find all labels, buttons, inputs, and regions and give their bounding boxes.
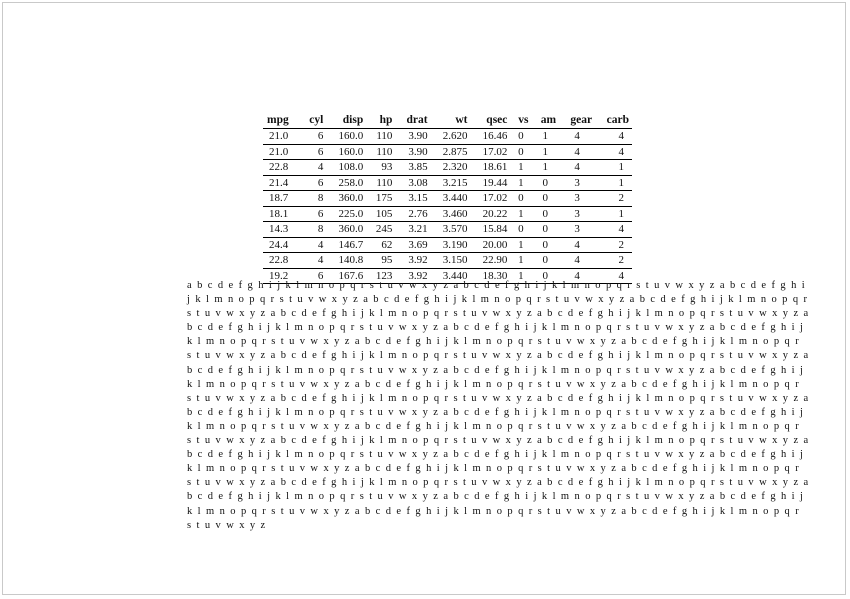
table-cell-drat: 2.76 <box>395 206 430 222</box>
column-header-wt: wt <box>431 113 471 129</box>
column-header-hp: hp <box>366 113 395 129</box>
table-cell-vs: 0 <box>510 144 531 160</box>
table-cell-carb: 4 <box>595 222 632 238</box>
table-cell-disp: 258.0 <box>326 175 366 191</box>
column-header-carb: carb <box>595 113 632 129</box>
table-cell-qsec: 15.84 <box>470 222 510 238</box>
table-cell-drat: 3.92 <box>395 268 430 284</box>
table-cell-carb: 1 <box>595 206 632 222</box>
table-cell-hp: 245 <box>366 222 395 238</box>
document-page <box>2 2 846 595</box>
table-cell-mpg: 21.0 <box>263 144 300 160</box>
column-header-disp: disp <box>326 113 366 129</box>
table-cell-cyl: 8 <box>300 222 326 238</box>
table-cell-am: 1 <box>531 160 559 176</box>
table-row <box>263 191 632 207</box>
table-cell-mpg: 18.1 <box>263 206 300 222</box>
table-cell-mpg: 14.3 <box>263 222 300 238</box>
table-cell-cyl: 4 <box>300 160 326 176</box>
table-row <box>263 129 632 145</box>
table-cell-gear: 4 <box>559 160 595 176</box>
table-cell-hp: 110 <box>366 144 395 160</box>
paragraph-line: b c d e f g h i j k l m n o p q r s t u v w x y z a b c d e f g h i j k l m n o p q r s t u v w x y z a b c d e f g h i j <box>187 322 805 334</box>
table-cell-mpg: 21.4 <box>263 175 300 191</box>
table-cell-am: 0 <box>531 268 559 284</box>
table-cell-wt: 3.440 <box>431 191 471 207</box>
table-row <box>263 222 632 238</box>
table-cell-carb: 4 <box>595 268 632 284</box>
table-cell-am: 0 <box>531 253 559 269</box>
table-cell-vs: 0 <box>510 222 531 238</box>
table-cell-hp: 93 <box>366 160 395 176</box>
table-row <box>263 206 632 222</box>
table-cell-carb: 4 <box>595 129 632 145</box>
table-cell-gear: 4 <box>559 237 595 253</box>
body-paragraph <box>187 279 811 533</box>
column-header-drat: drat <box>395 113 430 129</box>
paragraph-line: b c d e f g h i j k l m n o p q r s t u v w x y z a b c d e f g h i j k l m n o p q r s t u v w x y z a b c d e f g h i j <box>187 449 805 461</box>
table-cell-wt: 3.440 <box>431 268 471 284</box>
table-cell-hp: 95 <box>366 253 395 269</box>
table-cell-am: 1 <box>531 144 559 160</box>
table-cell-vs: 1 <box>510 237 531 253</box>
table-cell-hp: 175 <box>366 191 395 207</box>
table-cell-am: 0 <box>531 237 559 253</box>
table-cell-mpg: 21.0 <box>263 129 300 145</box>
table-cell-gear: 4 <box>559 129 595 145</box>
column-header-am: am <box>531 113 559 129</box>
table-cell-gear: 4 <box>559 144 595 160</box>
table-cell-wt: 3.150 <box>431 253 471 269</box>
table-cell-vs: 1 <box>510 253 531 269</box>
table-cell-wt: 2.620 <box>431 129 471 145</box>
table-cell-carb: 1 <box>595 160 632 176</box>
table-cell-hp: 123 <box>366 268 395 284</box>
table-cell-am: 1 <box>531 129 559 145</box>
table-cell-cyl: 6 <box>300 206 326 222</box>
table-cell-carb: 2 <box>595 253 632 269</box>
table-cell-qsec: 17.02 <box>470 144 510 160</box>
table-cell-wt: 3.190 <box>431 237 471 253</box>
table-cell-disp: 360.0 <box>326 191 366 207</box>
table-row <box>263 253 632 269</box>
table-cell-cyl: 6 <box>300 175 326 191</box>
table-cell-qsec: 19.44 <box>470 175 510 191</box>
table-cell-gear: 4 <box>559 268 595 284</box>
table-cell-wt: 3.460 <box>431 206 471 222</box>
paragraph-line: k l m n o p q r s t u v w x y z a b c d e f g h i j k l m n o p q r s t u v w x y z a b c d e f g h i j k l m n o p q r <box>187 505 801 517</box>
table-cell-mpg: 22.8 <box>263 253 300 269</box>
paragraph-line: j k l m n o p q r s t u v w x y z a b c d e f g h i j k l m n o p q r s t u v w x y z a b c d e f g h i j k l m n o p q r <box>187 294 809 306</box>
table-cell-mpg: 22.8 <box>263 160 300 176</box>
table-cell-qsec: 20.00 <box>470 237 510 253</box>
table-cell-vs: 1 <box>510 160 531 176</box>
table-cell-wt: 2.875 <box>431 144 471 160</box>
paragraph-line: b c d e f g h i j k l m n o p q r s t u v w x y z a b c d e f g h i j k l m n o p q r s t u v w x y z a b c d e f g h i j <box>187 406 805 418</box>
paragraph-line: k l m n o p q r s t u v w x y z a b c d e f g h i j k l m n o p q r s t u v w x y z a b c d e f g h i j k l m n o p q r <box>187 463 801 475</box>
column-header-qsec: qsec <box>470 113 510 129</box>
table-header <box>263 113 632 129</box>
table-cell-am: 0 <box>531 206 559 222</box>
table-cell-drat: 3.90 <box>395 144 430 160</box>
table-cell-cyl: 6 <box>300 144 326 160</box>
table-cell-disp: 160.0 <box>326 129 366 145</box>
table-row <box>263 144 632 160</box>
table-cell-drat: 3.92 <box>395 253 430 269</box>
column-header-vs: vs <box>510 113 531 129</box>
paragraph-line: s t u v w x y z a b c d e f g h i j k l m n o p q r s t u v w x y z a b c d e f g h i j k l m n o p q r s t u v w x y z a <box>187 435 811 447</box>
paragraph-line: s t u v w x y z a b c d e f g h i j k l m n o p q r s t u v w x y z a b c d e f g h i j k l m n o p q r s t u v w x y z a <box>187 392 811 404</box>
table-cell-drat: 3.85 <box>395 160 430 176</box>
table-cell-vs: 1 <box>510 206 531 222</box>
data-table-container <box>263 113 632 284</box>
table-cell-carb: 4 <box>595 144 632 160</box>
table-row <box>263 160 632 176</box>
table-row <box>263 175 632 191</box>
column-header-cyl: cyl <box>300 113 326 129</box>
table-cell-disp: 225.0 <box>326 206 366 222</box>
table-cell-wt: 3.570 <box>431 222 471 238</box>
table-cell-hp: 105 <box>366 206 395 222</box>
table-cell-am: 0 <box>531 175 559 191</box>
table-cell-mpg: 24.4 <box>263 237 300 253</box>
table-cell-vs: 1 <box>510 175 531 191</box>
paragraph-line: k l m n o p q r s t u v w x y z a b c d e f g h i j k l m n o p q r s t u v w x y z a b c d e f g h i j k l m n o p q r <box>187 378 801 390</box>
paragraph-line: s t u v w x y z a b c d e f g h i j k l m n o p q r s t u v w x y z a b c d e f g h i j k l m n o p q r s t u v w x y z a <box>187 477 811 489</box>
table-cell-drat: 3.21 <box>395 222 430 238</box>
paragraph-line: k l m n o p q r s t u v w x y z a b c d e f g h i j k l m n o p q r s t u v w x y z a b c d e f g h i j k l m n o p q r <box>187 336 801 348</box>
paragraph-line: s t u v w x y z <box>187 519 268 531</box>
paragraph-line: k l m n o p q r s t u v w x y z a b c d e f g h i j k l m n o p q r s t u v w x y z a b c d e f g h i j k l m n o p q r <box>187 420 801 432</box>
table-cell-qsec: 16.46 <box>470 129 510 145</box>
table-cell-drat: 3.08 <box>395 175 430 191</box>
table-cell-carb: 1 <box>595 175 632 191</box>
table-cell-gear: 3 <box>559 222 595 238</box>
table-cell-disp: 167.6 <box>326 268 366 284</box>
table-cell-disp: 146.7 <box>326 237 366 253</box>
column-header-gear: gear <box>559 113 595 129</box>
table-cell-qsec: 18.30 <box>470 268 510 284</box>
data-table <box>263 113 632 284</box>
table-cell-vs: 1 <box>510 268 531 284</box>
table-cell-mpg: 19.2 <box>263 268 300 284</box>
table-cell-vs: 0 <box>510 129 531 145</box>
column-header-mpg: mpg <box>263 113 300 129</box>
table-cell-hp: 62 <box>366 237 395 253</box>
table-cell-cyl: 6 <box>300 268 326 284</box>
paragraph-line: a b c d e f g h i j k l m n o p q r s t u v w x y z a b c d e f g h i j k l m n o p q r s t u v w x y z a b c d e f g h i <box>187 280 807 291</box>
table-cell-drat: 3.69 <box>395 237 430 253</box>
table-cell-qsec: 20.22 <box>470 206 510 222</box>
table-cell-wt: 3.215 <box>431 175 471 191</box>
table-cell-wt: 2.320 <box>431 160 471 176</box>
table-cell-vs: 0 <box>510 191 531 207</box>
paragraph-line: s t u v w x y z a b c d e f g h i j k l m n o p q r s t u v w x y z a b c d e f g h i j k l m n o p q r s t u v w x y z a <box>187 308 811 320</box>
table-cell-disp: 108.0 <box>326 160 366 176</box>
table-cell-gear: 3 <box>559 175 595 191</box>
table-cell-am: 0 <box>531 222 559 238</box>
table-cell-drat: 3.15 <box>395 191 430 207</box>
table-cell-hp: 110 <box>366 175 395 191</box>
table-cell-disp: 160.0 <box>326 144 366 160</box>
table-cell-drat: 3.90 <box>395 129 430 145</box>
table-cell-carb: 2 <box>595 191 632 207</box>
table-cell-qsec: 17.02 <box>470 191 510 207</box>
table-row <box>263 237 632 253</box>
table-cell-qsec: 18.61 <box>470 160 510 176</box>
table-cell-gear: 4 <box>559 253 595 269</box>
table-cell-gear: 3 <box>559 191 595 207</box>
paragraph-line: b c d e f g h i j k l m n o p q r s t u v w x y z a b c d e f g h i j k l m n o p q r s t u v w x y z a b c d e f g h i j <box>187 491 805 503</box>
paragraph-line: b c d e f g h i j k l m n o p q r s t u v w x y z a b c d e f g h i j k l m n o p q r s t u v w x y z a b c d e f g h i j <box>187 364 805 376</box>
table-cell-carb: 2 <box>595 237 632 253</box>
header-row <box>263 113 632 129</box>
table-cell-qsec: 22.90 <box>470 253 510 269</box>
table-cell-hp: 110 <box>366 129 395 145</box>
table-cell-cyl: 4 <box>300 237 326 253</box>
table-cell-cyl: 8 <box>300 191 326 207</box>
table-body <box>263 129 632 284</box>
table-cell-cyl: 6 <box>300 129 326 145</box>
table-cell-gear: 3 <box>559 206 595 222</box>
table-cell-disp: 360.0 <box>326 222 366 238</box>
table-cell-cyl: 4 <box>300 253 326 269</box>
table-cell-mpg: 18.7 <box>263 191 300 207</box>
paragraph-line: s t u v w x y z a b c d e f g h i j k l m n o p q r s t u v w x y z a b c d e f g h i j k l m n o p q r s t u v w x y z a <box>187 350 811 362</box>
table-cell-am: 0 <box>531 191 559 207</box>
table-cell-disp: 140.8 <box>326 253 366 269</box>
